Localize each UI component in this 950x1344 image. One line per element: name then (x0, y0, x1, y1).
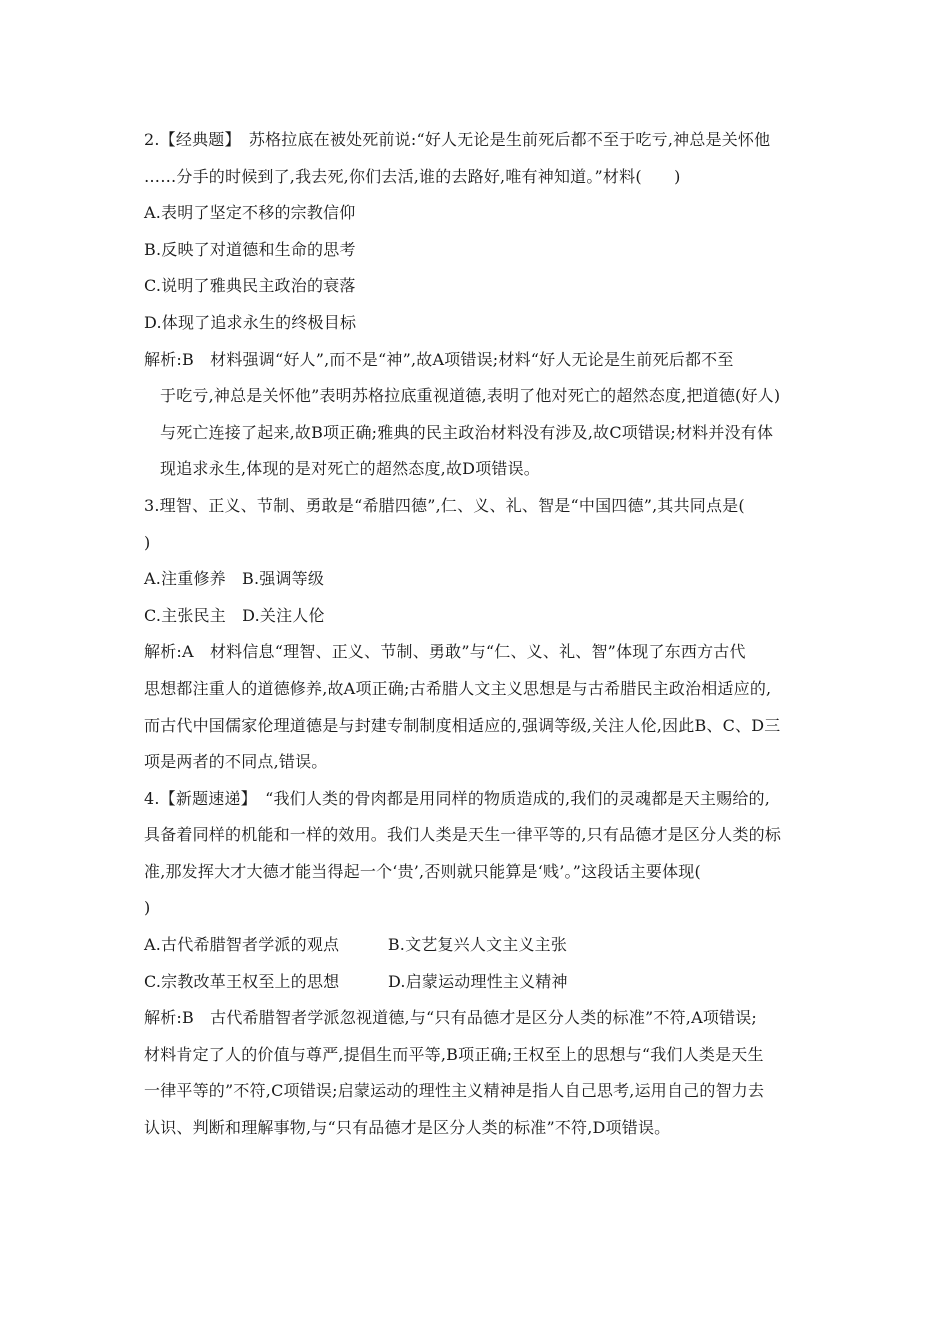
q4-analysis-line-3: 一律平等的”不符,C项错误;启蒙运动的理性主义精神是指人自己思考,运用自己的智力去 (144, 1081, 765, 1101)
q4-options-cd: C.宗教改革王权至上的思想 D.启蒙运动理性主义精神 (144, 971, 568, 991)
q2-analysis-line-3: 与死亡连接了起来,故B项正确;雅典的民主政治材料没有涉及,故C项错误;材料并没有体 (160, 422, 774, 442)
q4-stem-line-3: 准,那发挥大才大德才能当得起一个‘贵’,否则就只能算是‘贱’。”这段话主要体现( (144, 861, 701, 881)
q2-stem-line-2: ……分手的时候到了,我去死,你们去活,谁的去路好,唯有神知道。”材料( ) (144, 166, 681, 186)
q4-stem-line-2: 具备着同样的机能和一样的效用。我们人类是天生一律平等的,只有品德才是区分人类的标 (144, 825, 782, 845)
document-page (144, 122, 810, 1147)
q3-analysis-line-2: 思想都注重人的道德修养,故A项正确;古希腊人文主义思想是与古希腊民主政治相适应的, (144, 678, 772, 698)
q4-analysis-line-4: 认识、判断和理解事物,与“只有品德才是区分人类的标准”不符,D项错误。 (144, 1118, 671, 1138)
q3-analysis-line-4: 项是两者的不同点,错误。 (144, 752, 328, 772)
q4-analysis-line-2: 材料肯定了人的价值与尊严,提倡生而平等,B项正确;王权至上的思想与“我们人类是天生 (144, 1044, 764, 1064)
q3-stem-line-1: 3.理智、正义、节制、勇敢是“希腊四德”,仁、义、礼、智是“中国四德”,其共同点是( (144, 495, 745, 515)
q2-option-c: C.说明了雅典民主政治的衰落 (144, 276, 356, 296)
q3-options-cd: C.主张民主 D.关注人伦 (144, 605, 325, 625)
q3-stem-line-2: ) (144, 532, 151, 552)
q4-options-ab: A.古代希腊智者学派的观点 B.文艺复兴人文主义主张 (144, 935, 568, 955)
q2-stem-line-1: 2.【经典题】 苏格拉底在被处死前说:“好人无论是生前死后都不至于吃亏,神总是关怀他 (144, 130, 771, 149)
q2-option-d: D.体现了追求永生的终极目标 (144, 312, 357, 332)
q3-options-ab: A.注重修养 B.强调等级 (144, 569, 325, 589)
q2-analysis-line-1: 解析:B 材料强调“好人”,而不是“神”,故A项错误;材料“好人无论是生前死后都不至 (144, 349, 734, 369)
q4-stem-line-1: 4.【新题速递】 “我们人类的骨肉都是用同样的物质造成的,我们的灵魂都是天主赐给的, (144, 788, 771, 808)
q2-option-a: A.表明了坚定不移的宗教信仰 (144, 203, 356, 223)
q4-stem-line-4: ) (144, 898, 151, 918)
q4-analysis-line-1: 解析:B 古代希腊智者学派忽视道德,与“只有品德才是区分人类的标准”不符,A项错误; (144, 1008, 758, 1028)
q2-option-b: B.反映了对道德和生命的思考 (144, 239, 356, 259)
q2-analysis-line-2: 于吃亏,神总是关怀他”表明苏格拉底重视道德,表明了他对死亡的超然态度,把道德(好人) (160, 386, 781, 406)
q3-analysis-line-3: 而古代中国儒家伦理道德是与封建专制制度相适应的,强调等级,关注人伦,因此B、C、D三 (144, 715, 781, 735)
q3-analysis-line-1: 解析:A 材料信息“理智、正义、节制、勇敢”与“仁、义、礼、智”体现了东西方古代 (144, 642, 746, 662)
q2-analysis-line-4: 现追求永生,体现的是对死亡的超然态度,故D项错误。 (160, 459, 541, 479)
